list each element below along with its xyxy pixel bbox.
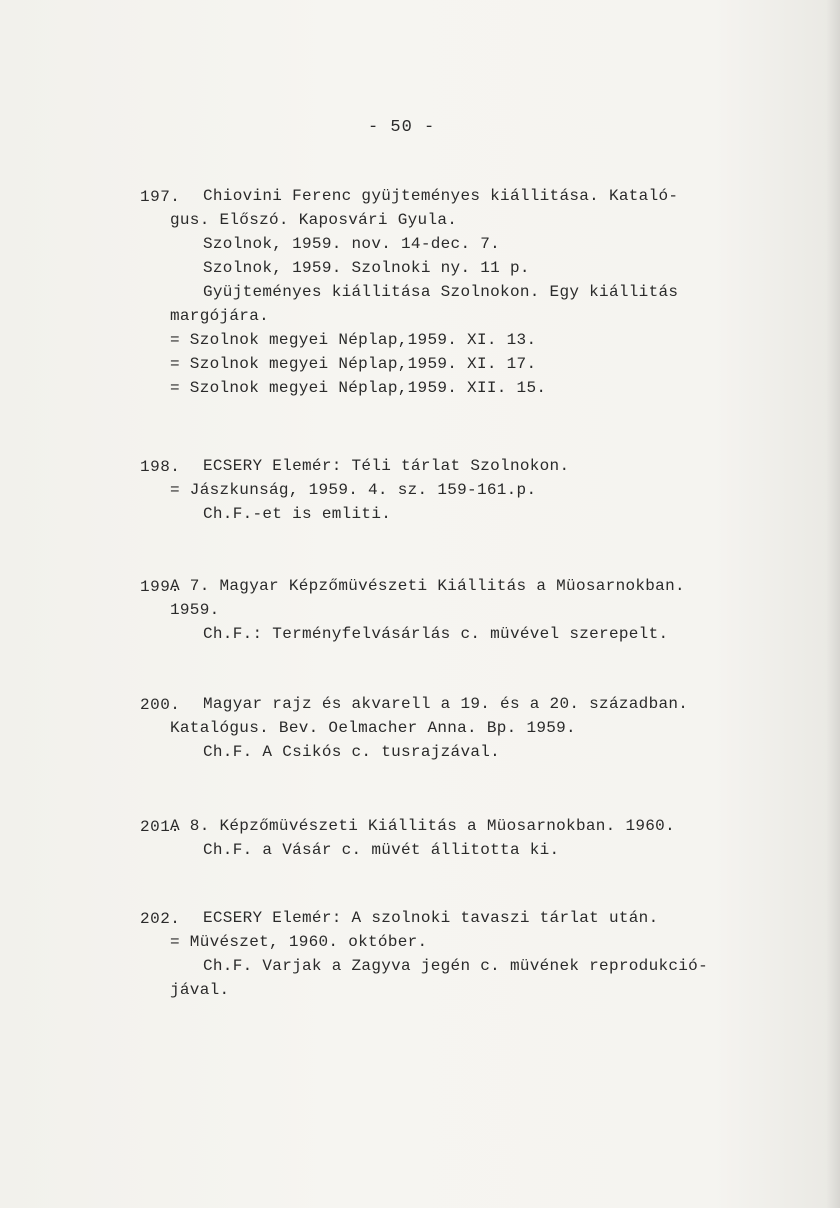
entry-number: 197. — [140, 188, 181, 206]
entry-number: 202. — [140, 910, 181, 928]
entry-line: Ch.F.-et is emliti. — [203, 505, 392, 523]
entry-line: Chiovini Ferenc gyüjteményes kiállitása. Kataló- — [203, 187, 679, 205]
entry-line: Ch.F.: Terményfelvásárlás c. müvével szerepelt. — [203, 625, 669, 643]
entry-line: gus. Előszó. Kaposvári Gyula. — [170, 211, 458, 229]
page-number: - 50 - — [368, 118, 436, 137]
entry-line: Ch.F. A Csikós c. tusrajzával. — [203, 743, 501, 761]
entry-number: 201. — [140, 818, 181, 836]
entry-line: A 7. Magyar Képzőmüvészeti Kiállitás a Müosarnokban. — [170, 577, 685, 595]
entry-line: Katalógus. Bev. Oelmacher Anna. Bp. 1959. — [170, 719, 576, 737]
entry-line: Szolnok, 1959. Szolnoki ny. 11 p. — [203, 259, 530, 277]
entry-line: jával. — [170, 981, 230, 999]
entry-line: Szolnok, 1959. nov. 14-dec. 7. — [203, 235, 501, 253]
entry-line: ECSERY Elemér: A szolnoki tavaszi tárlat után. — [203, 909, 659, 927]
entry-number: 198. — [140, 458, 181, 476]
entry-line: A 8. Képzőmüvészeti Kiállitás a Müosarnokban. 1960. — [170, 817, 675, 835]
entry-line: = Müvészet, 1960. október. — [170, 933, 428, 951]
entry-line: = Szolnok megyei Néplap,1959. XII. 15. — [170, 379, 547, 397]
entry-line: = Szolnok megyei Néplap,1959. XI. 13. — [170, 331, 537, 349]
entry-line: Ch.F. a Vásár c. müvét állitotta ki. — [203, 841, 560, 859]
entry-line: = Jászkunság, 1959. 4. sz. 159-161.p. — [170, 481, 537, 499]
page-edge-shadow — [826, 0, 840, 1208]
entry-line: 1959. — [170, 601, 220, 619]
entry-line: Gyüjteményes kiállitása Szolnokon. Egy kiállitás — [203, 283, 679, 301]
entry-line: margójára. — [170, 307, 270, 325]
entry-line: Magyar rajz és akvarell a 19. és a 20. században. — [203, 695, 689, 713]
entry-line: = Szolnok megyei Néplap,1959. XI. 17. — [170, 355, 537, 373]
entry-line: ECSERY Elemér: Téli tárlat Szolnokon. — [203, 457, 570, 475]
entry-line: Ch.F. Varjak a Zagyva jegén c. müvének reprodukció- — [203, 957, 708, 975]
entry-number: 199. — [140, 578, 181, 596]
entry-number: 200. — [140, 696, 181, 714]
